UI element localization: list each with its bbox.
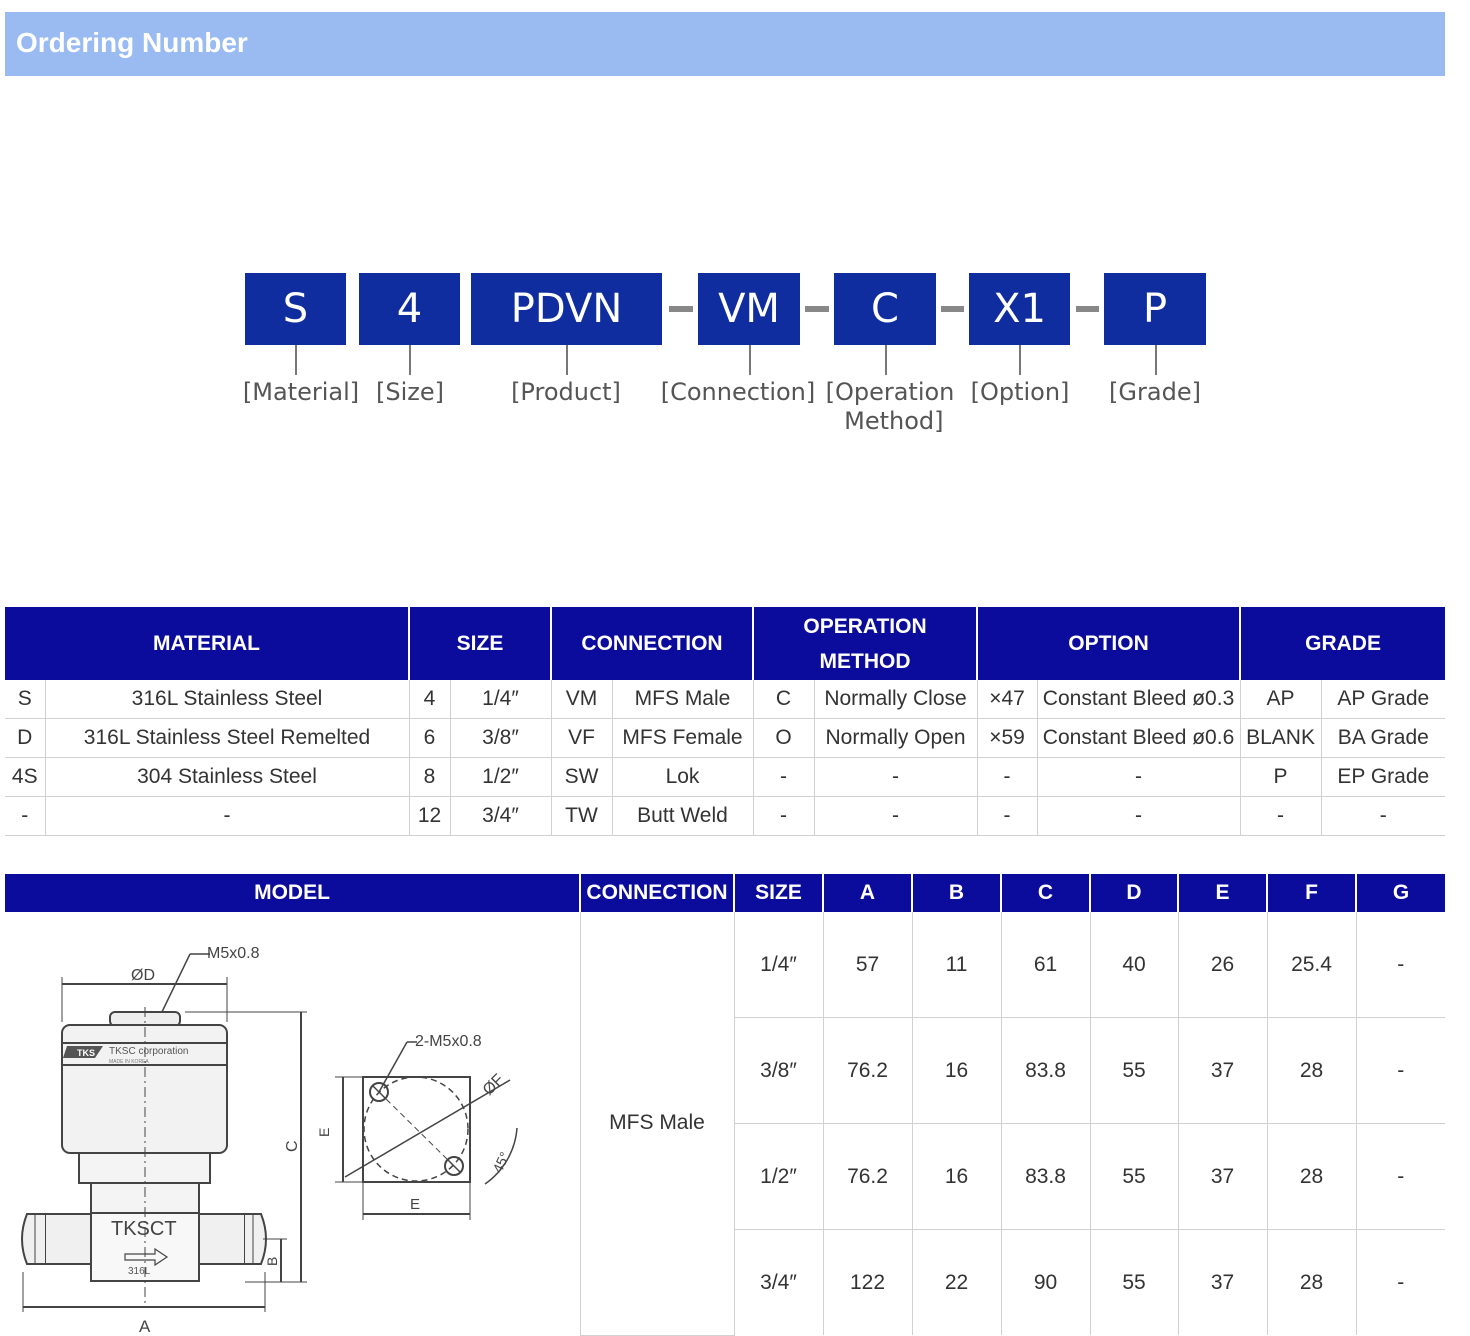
col-header-b: B xyxy=(912,874,1001,912)
col-header-model: MODEL xyxy=(5,874,580,912)
cell-operation-desc: - xyxy=(814,758,977,797)
cell-dim-b: 16 xyxy=(912,1124,1001,1230)
dim-e-bottom-label: E xyxy=(410,1196,421,1213)
connector-line xyxy=(749,345,751,375)
company-mark: TKSC corporation xyxy=(109,1046,189,1057)
cell-grade-code: BLANK xyxy=(1240,719,1321,758)
cell-material-desc: - xyxy=(45,797,409,836)
diameter-f-label: ØF xyxy=(479,1071,508,1099)
material-mark: 316L xyxy=(128,1266,151,1277)
cell-size: 3/8″ xyxy=(734,1018,823,1124)
cell-connection-desc: MFS Female xyxy=(612,719,753,758)
connector-line xyxy=(1155,345,1157,375)
connection-cell: MFS Male xyxy=(580,912,734,1335)
cell-size-code: 12 xyxy=(409,797,450,836)
valve-technical-drawing xyxy=(5,912,580,1332)
cell-size-code: 6 xyxy=(409,719,450,758)
cell-size-code: 8 xyxy=(409,758,450,797)
cell-size: 1/4″ xyxy=(734,912,823,1018)
col-header-f: F xyxy=(1267,874,1356,912)
svg-text:TKS: TKS xyxy=(77,1048,95,1058)
thread-label: M5x0.8 xyxy=(207,945,260,962)
cell-operation-code: - xyxy=(753,797,814,836)
cell-operation-desc: Normally Close xyxy=(814,680,977,719)
brand-label: TKSCT xyxy=(111,1218,177,1240)
cell-option-desc: - xyxy=(1037,797,1240,836)
cell-option-code: ×47 xyxy=(977,680,1037,719)
ordering-table xyxy=(5,607,1445,836)
cell-dim-a: 122 xyxy=(823,1230,912,1336)
cell-operation-code: - xyxy=(753,758,814,797)
cell-option-code: ×59 xyxy=(977,719,1037,758)
table-header-row xyxy=(5,607,1445,680)
cell-dim-g: - xyxy=(1356,1230,1445,1336)
col-header-operation-method: OPERATION METHOD xyxy=(753,607,977,680)
diameter-d-label: ØD xyxy=(131,967,155,984)
cell-connection-desc: MFS Male xyxy=(612,680,753,719)
dimension-table xyxy=(5,874,1445,1336)
connector-line xyxy=(885,345,887,375)
cell-dim-e: 26 xyxy=(1178,912,1267,1018)
cell-size-desc: 3/8″ xyxy=(450,719,551,758)
cell-option-desc: Constant Bleed ø0.6 xyxy=(1037,719,1240,758)
cell-dim-d: 55 xyxy=(1090,1230,1178,1336)
label-connection: [Connection] xyxy=(660,378,816,406)
origin-mark: MADE IN KOREA xyxy=(109,1059,149,1065)
col-header-a: A xyxy=(823,874,912,912)
cell-material-code: 4S xyxy=(5,758,45,797)
label-operation-method: [Operation Method] xyxy=(825,378,955,435)
cell-operation-code: O xyxy=(753,719,814,758)
table-row xyxy=(5,680,1445,719)
cell-grade-desc: EP Grade xyxy=(1321,758,1445,797)
cell-size-desc: 3/4″ xyxy=(450,797,551,836)
cell-grade-code: P xyxy=(1240,758,1321,797)
connector-line xyxy=(566,345,568,375)
cell-material-code: D xyxy=(5,719,45,758)
col-header-e: E xyxy=(1178,874,1267,912)
cell-dim-b: 22 xyxy=(912,1230,1001,1336)
section-title: Ordering Number xyxy=(16,27,248,58)
cell-grade-desc: BA Grade xyxy=(1321,719,1445,758)
table-row xyxy=(5,758,1445,797)
cell-dim-a: 57 xyxy=(823,912,912,1018)
cell-dim-d: 55 xyxy=(1090,1018,1178,1124)
cell-connection-code: VF xyxy=(551,719,612,758)
cell-operation-code: C xyxy=(753,680,814,719)
cell-dim-g: - xyxy=(1356,912,1445,1018)
label-material: [Material] xyxy=(242,378,360,406)
cell-dim-c: 83.8 xyxy=(1001,1018,1090,1124)
cell-dim-e: 37 xyxy=(1178,1018,1267,1124)
cell-dim-f: 28 xyxy=(1267,1124,1356,1230)
mount-thread-label: 2-M5x0.8 xyxy=(415,1033,482,1050)
dim-c-label: C xyxy=(284,1140,301,1152)
cell-option-desc: Constant Bleed ø0.3 xyxy=(1037,680,1240,719)
connector-line xyxy=(1019,345,1021,375)
cell-grade-desc: AP Grade xyxy=(1321,680,1445,719)
cell-size-code: 4 xyxy=(409,680,450,719)
col-header-c: C xyxy=(1001,874,1090,912)
cell-dim-g: - xyxy=(1356,1124,1445,1230)
dash-separator xyxy=(669,306,693,312)
code-box-size: 4 xyxy=(359,273,460,345)
cell-grade-code: - xyxy=(1240,797,1321,836)
cell-dim-a: 76.2 xyxy=(823,1124,912,1230)
cell-dim-f: 28 xyxy=(1267,1018,1356,1124)
label-size: [Size] xyxy=(376,378,444,406)
code-box-operation: C xyxy=(834,273,936,345)
dim-b-label: B xyxy=(264,1256,280,1266)
label-option: [Option] xyxy=(970,378,1070,406)
cell-material-code: S xyxy=(5,680,45,719)
cell-grade-desc: - xyxy=(1321,797,1445,836)
cell-dim-c: 90 xyxy=(1001,1230,1090,1336)
connector-line xyxy=(409,345,411,375)
dim-a-label: A xyxy=(139,1317,151,1332)
col-header-connection: CONNECTION xyxy=(551,607,753,680)
cell-connection-desc: Butt Weld xyxy=(612,797,753,836)
cell-dim-f: 28 xyxy=(1267,1230,1356,1336)
section-header xyxy=(5,12,1445,76)
col-header-grade: GRADE xyxy=(1240,607,1445,680)
angle-label: 45° xyxy=(489,1149,513,1176)
cell-option-code: - xyxy=(977,797,1037,836)
connector-line xyxy=(295,345,297,375)
col-header-g: G xyxy=(1356,874,1445,912)
col-header-size: SIZE xyxy=(409,607,551,680)
cell-material-desc: 304 Stainless Steel xyxy=(45,758,409,797)
dash-separator xyxy=(1076,306,1099,312)
col-header-size: SIZE xyxy=(734,874,823,912)
cell-dim-b: 11 xyxy=(912,912,1001,1018)
cell-dim-d: 40 xyxy=(1090,912,1178,1018)
cell-operation-desc: Normally Open xyxy=(814,719,977,758)
col-header-material: MATERIAL xyxy=(5,607,409,680)
cell-size: 3/4″ xyxy=(734,1230,823,1336)
cell-connection-code: SW xyxy=(551,758,612,797)
code-box-material: S xyxy=(245,273,346,345)
table-row xyxy=(5,912,1445,1018)
cell-size: 1/2″ xyxy=(734,1124,823,1230)
cell-dim-g: - xyxy=(1356,1018,1445,1124)
dim-e-side-label: E xyxy=(316,1127,332,1137)
cell-dim-b: 16 xyxy=(912,1018,1001,1124)
table-header-row xyxy=(5,874,1445,912)
table-row xyxy=(5,797,1445,836)
cell-material-desc: 316L Stainless Steel Remelted xyxy=(45,719,409,758)
code-box-grade: P xyxy=(1104,273,1206,345)
cell-dim-e: 37 xyxy=(1178,1124,1267,1230)
col-header-option: OPTION xyxy=(977,607,1240,680)
cell-connection-code: TW xyxy=(551,797,612,836)
cell-dim-f: 25.4 xyxy=(1267,912,1356,1018)
code-box-option: X1 xyxy=(969,273,1070,345)
table-row xyxy=(5,719,1445,758)
cell-dim-a: 76.2 xyxy=(823,1018,912,1124)
cell-option-desc: - xyxy=(1037,758,1240,797)
cell-connection-code: VM xyxy=(551,680,612,719)
cell-operation-desc: - xyxy=(814,797,977,836)
label-grade: [Grade] xyxy=(1109,378,1201,406)
code-box-product: PDVN xyxy=(471,273,662,345)
cell-grade-code: AP xyxy=(1240,680,1321,719)
cell-connection-desc: Lok xyxy=(612,758,753,797)
cell-dim-c: 83.8 xyxy=(1001,1124,1090,1230)
cell-dim-c: 61 xyxy=(1001,912,1090,1018)
cell-size-desc: 1/4″ xyxy=(450,680,551,719)
label-product: [Product] xyxy=(511,378,621,406)
col-header-d: D xyxy=(1090,874,1178,912)
cell-size-desc: 1/2″ xyxy=(450,758,551,797)
cell-option-code: - xyxy=(977,758,1037,797)
cell-dim-e: 37 xyxy=(1178,1230,1267,1336)
dash-separator xyxy=(805,306,829,312)
cell-material-code: - xyxy=(5,797,45,836)
col-header-connection: CONNECTION xyxy=(580,874,734,912)
code-box-connection: VM xyxy=(698,273,800,345)
dash-separator xyxy=(941,306,964,312)
cell-dim-d: 55 xyxy=(1090,1124,1178,1230)
cell-material-desc: 316L Stainless Steel xyxy=(45,680,409,719)
model-drawing-cell xyxy=(5,912,580,1335)
